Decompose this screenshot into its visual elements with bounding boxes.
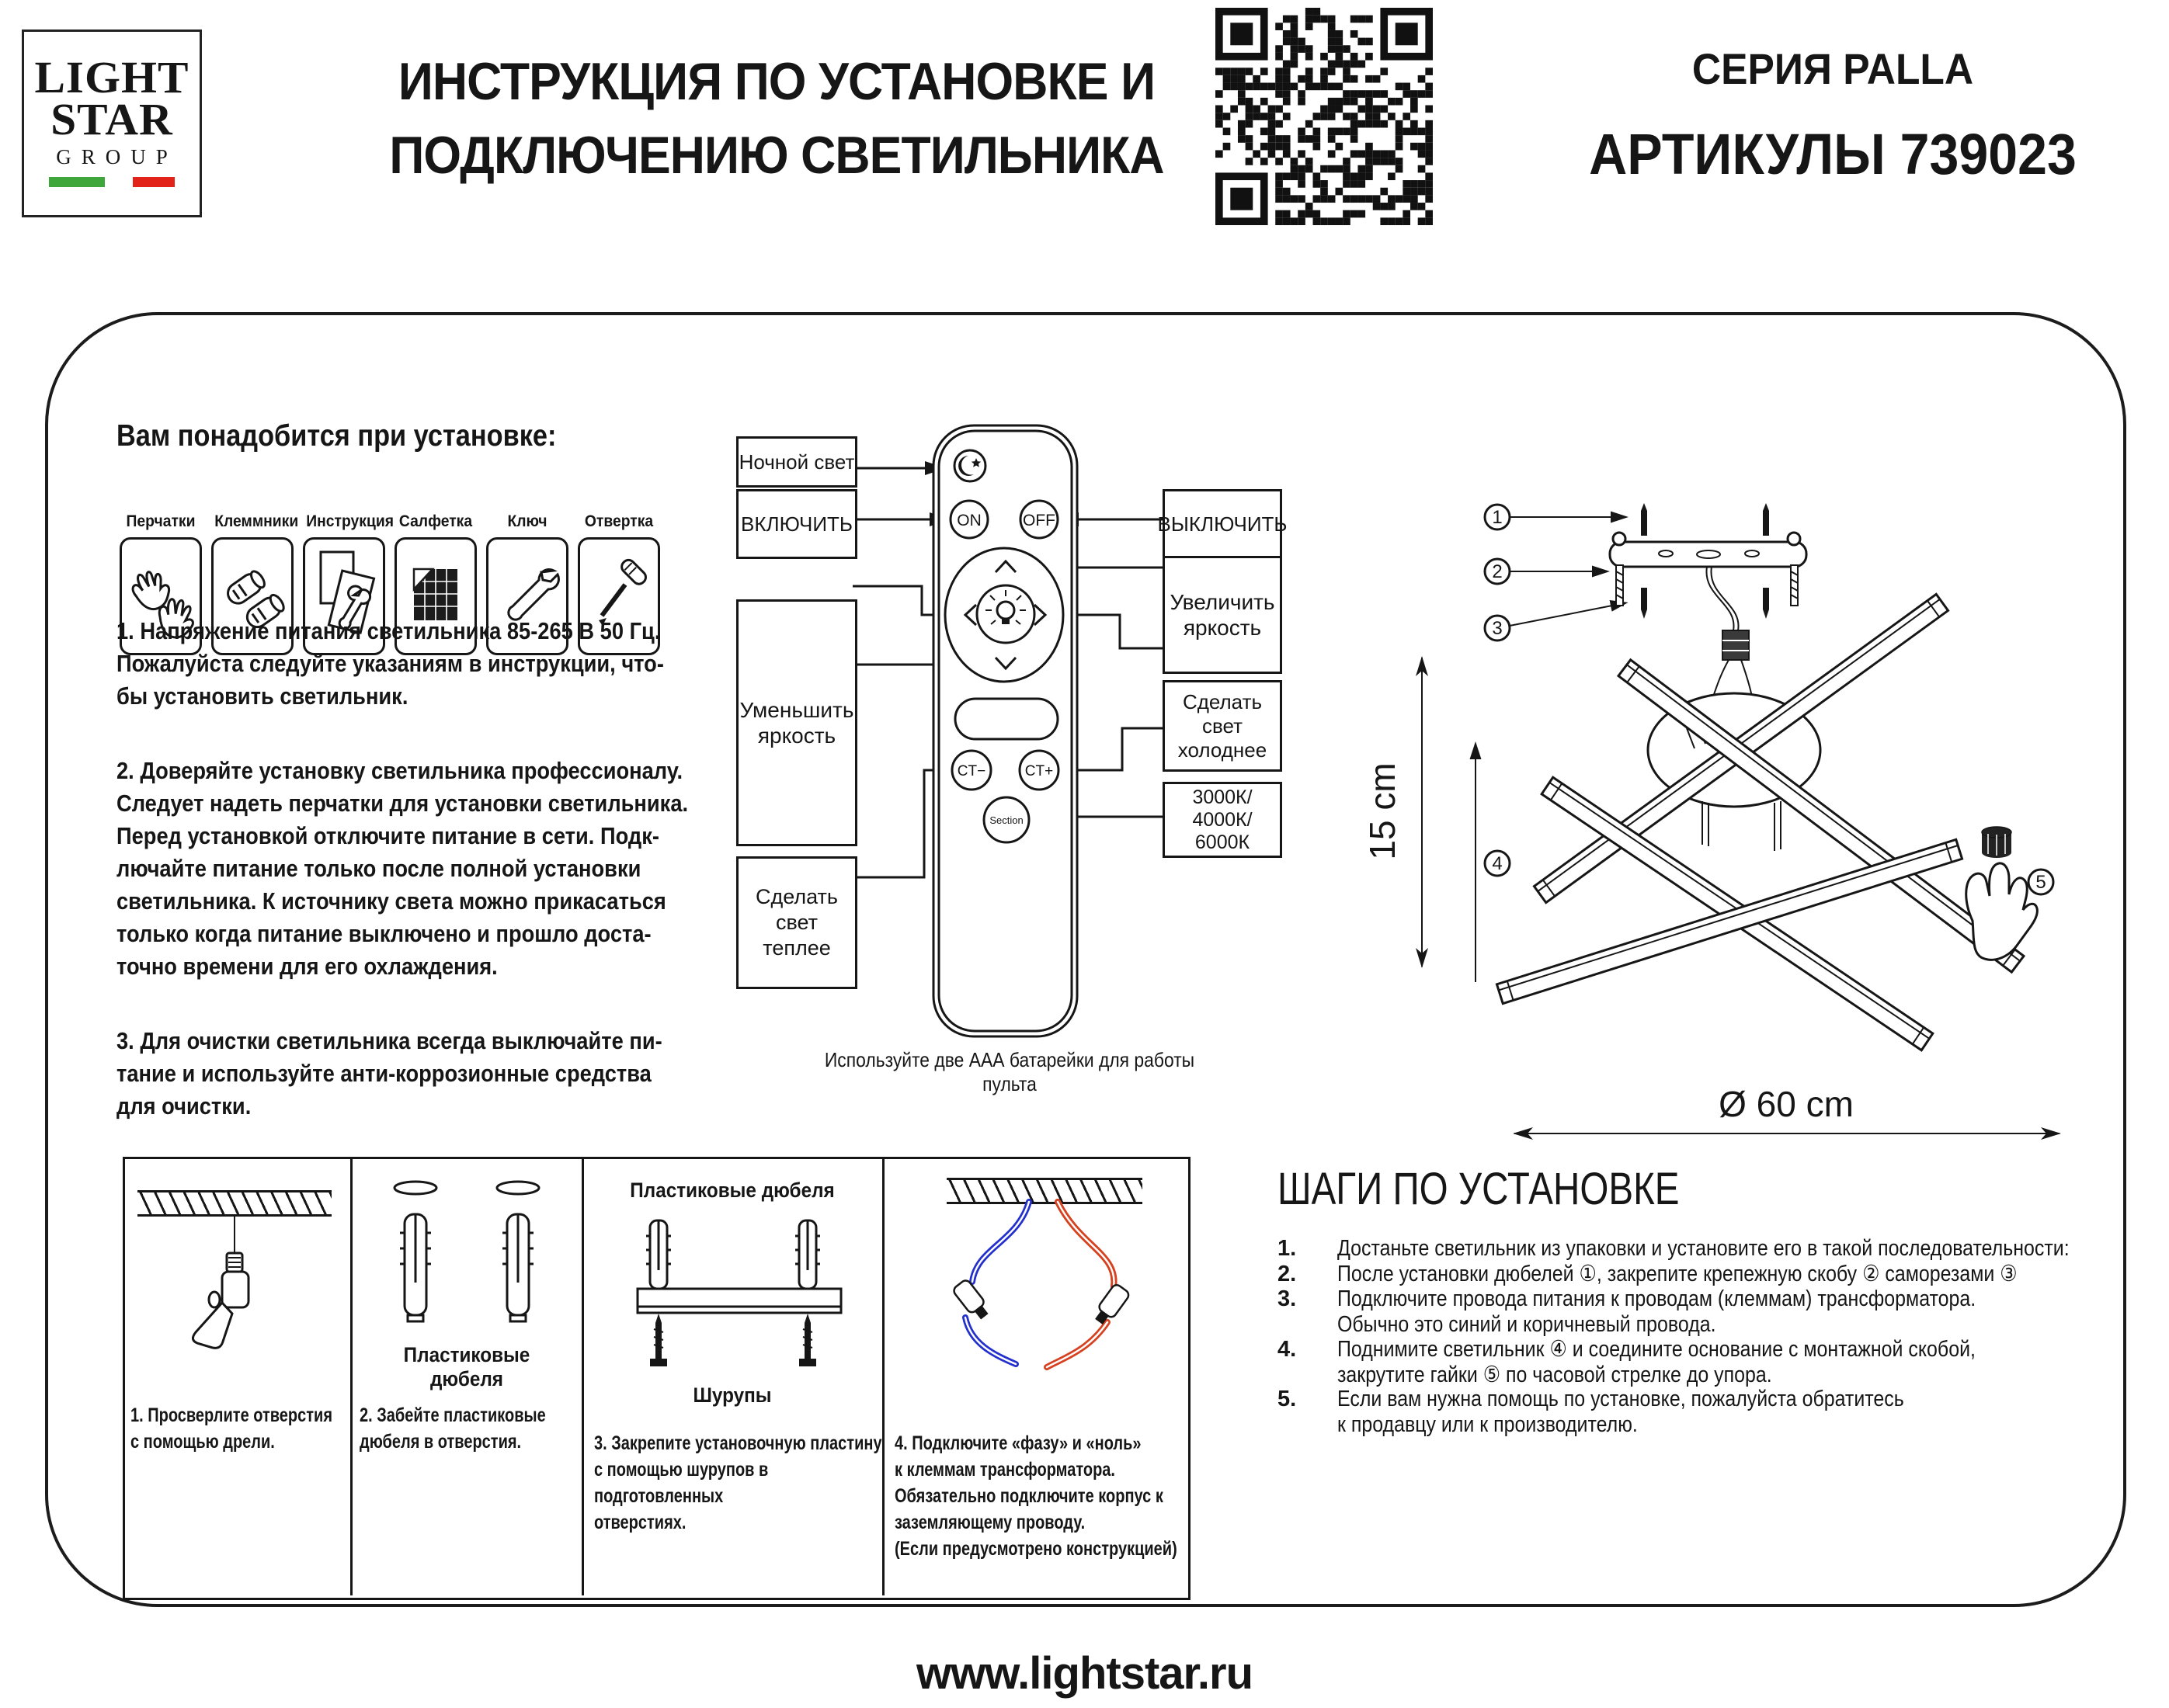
- callout-dim-line: яркость: [757, 724, 836, 748]
- tool-label: Салфетка: [398, 512, 473, 530]
- step-line: Достаньте светильник из упаковки и установите его в такой последовательности:: [1337, 1236, 2070, 1261]
- caption-line: заземляющему проводу.: [895, 1512, 1086, 1533]
- screw-up: [650, 1314, 667, 1366]
- panel-divider: [350, 1157, 353, 1595]
- step-line: После установки дюбелей ①, закрепите крепежную скобу ② саморезами ③: [1337, 1262, 2018, 1286]
- caption-line: Обязательно подключите корпус к: [895, 1485, 1163, 1507]
- callout-bright-line: яркость: [1183, 616, 1262, 640]
- ceiling-hatch: [137, 1190, 332, 1217]
- caption-line: к клеммам трансформатора.: [895, 1459, 1115, 1481]
- panel-2-label: Пластиковые дюбеля: [403, 1343, 530, 1390]
- callout-dim-line: Уменьшить: [739, 698, 854, 722]
- step-num: 2.: [1277, 1262, 1297, 1286]
- battery-caption: Используйте две ААА батарейки для работы пульта: [824, 1048, 1195, 1095]
- hand-outline: [1966, 863, 2038, 960]
- callout-off-label: ВЫКЛЮЧИТЬ: [1157, 512, 1288, 536]
- panel-4-caption: [895, 1430, 1187, 1562]
- tool-label: Инструкция: [306, 512, 394, 530]
- callout-cooler: [1163, 680, 1282, 772]
- step-text: [1337, 1337, 1976, 1388]
- height-label: 15 cm: [1362, 762, 1403, 860]
- wires-icon: [893, 1199, 1180, 1394]
- dowel-pins: [1641, 503, 1769, 536]
- callout-2: 2: [1492, 561, 1503, 582]
- panel-3-label-top: Пластиковые дюбеля: [630, 1179, 835, 1202]
- off-button: [1020, 501, 1058, 538]
- dowel: [502, 1214, 534, 1321]
- callout-night-label: Ночной свет: [739, 450, 855, 474]
- ct-minus-label: CT−: [957, 763, 986, 779]
- caption-line: дюбеля в отверстия.: [360, 1431, 522, 1453]
- ct-minus-button: [952, 751, 991, 790]
- dowel: [400, 1214, 431, 1321]
- callout-kelvin-line: 4000К/: [1192, 808, 1253, 831]
- step-num: 4.: [1277, 1337, 1297, 1362]
- tools-heading: Вам понадобится при установке:: [116, 419, 557, 453]
- fixture-diagram: [1351, 419, 2143, 1149]
- blank-button: [955, 699, 1058, 739]
- screw-up: [799, 1314, 816, 1366]
- wire-lug: [952, 1279, 992, 1323]
- dowel-small: [795, 1220, 820, 1289]
- callout-warm-line: свет: [775, 911, 819, 934]
- callout-cool-line: Сделать: [1182, 689, 1263, 713]
- night-light-button: [954, 450, 985, 481]
- step-text: [1337, 1236, 2070, 1262]
- off-button-label: OFF: [1023, 512, 1055, 529]
- panel-2-caption: [360, 1402, 571, 1455]
- section-label: Section: [989, 814, 1024, 826]
- ct-plus-label: CT+: [1024, 763, 1054, 779]
- tool-label: Ключ: [507, 512, 547, 530]
- website-url: www.lightstar.ru: [916, 1648, 1253, 1699]
- qr-code-icon: [1215, 8, 1433, 225]
- mounting-bracket: [1610, 503, 1806, 619]
- on-button: [951, 501, 988, 538]
- callout-kelvin-line: 6000К: [1194, 831, 1250, 853]
- note-3: 3. Для очистки светильника всегда выключайте пи-тание и используйте анти-коррозионные средства для очистки.: [116, 1027, 662, 1120]
- dimension-height: [1362, 658, 1422, 967]
- lightstar-logo: [22, 30, 202, 217]
- step-text: [1337, 1286, 1976, 1338]
- callout-3: 3: [1492, 618, 1503, 639]
- callout-warm-line: теплее: [763, 936, 831, 960]
- caption-line: (Если предусмотрено конструкцией): [895, 1538, 1177, 1560]
- step-num: 3.: [1277, 1286, 1297, 1311]
- step-num: 5.: [1277, 1387, 1297, 1411]
- dimension-diameter: [1514, 1084, 2060, 1133]
- article-label: АРТИКУЛЫ 739023: [1589, 122, 2077, 186]
- fixture-callout-lines: [1476, 517, 1612, 982]
- callout-cool-line: свет: [1201, 713, 1243, 738]
- plate-mounting-icon: [590, 1208, 878, 1383]
- callout-warm-line: Сделать: [756, 885, 838, 908]
- section-button: [984, 797, 1029, 842]
- tool-label: Перчатки: [126, 512, 196, 530]
- page-title: [370, 45, 1184, 193]
- step-text: [1337, 1262, 2018, 1287]
- callout-bright-line: Увеличить: [1170, 590, 1275, 614]
- callout-brighten: [1163, 556, 1282, 674]
- logo-star: STAR: [50, 94, 173, 144]
- small-screws: [1641, 588, 1769, 619]
- series-label: СЕРИЯ PALLA: [1691, 44, 1974, 93]
- caption-line: 2. Забейте пластиковые: [360, 1404, 546, 1426]
- safety-notes: [116, 615, 694, 1165]
- callout-kelvin: [1163, 782, 1282, 858]
- caption-line: отверстиях.: [594, 1512, 687, 1533]
- panel-3-label-bottom: Шурупы: [693, 1383, 772, 1407]
- logo-light: LIGHT: [34, 52, 189, 102]
- callout-off: [1157, 489, 1288, 559]
- bar-2: [1618, 660, 2024, 972]
- caption-line: с помощью шурупов в подготовленных: [594, 1459, 769, 1507]
- step-line: Подключите провода питания к проводам (клеммам) трансформатора.: [1337, 1286, 1976, 1311]
- callout-night: [736, 436, 857, 488]
- callout-on-label: ВКЛЮЧИТЬ: [741, 512, 853, 536]
- tool-label: Отвертка: [584, 512, 654, 530]
- callout-dim: [736, 599, 857, 846]
- nut-icon: [1982, 827, 2011, 858]
- note-2: 2. Доверяйте установку светильника профессионалу. Следует надеть перчатки для установки светильника. Перед установкой отключите питание в сети. Подк-лючайте питание только после полной установки светильника. К источнику света можно прикасаться только когда питание выключено и прошло доста-точно времени для его охлаждения.: [116, 757, 689, 980]
- step-line: Поднимите светильник ④ и соедините основание с монтажной скобой,: [1337, 1337, 1976, 1362]
- light-bars: [1496, 594, 2024, 1050]
- caption-line: 3. Закрепите установочную пластину: [594, 1432, 882, 1454]
- note-1: 1. Напряжение питания светильника 85-265 В 50 Гц. Пожалуйста следуйте указаниям в инструкции, что-бы установить светильник.: [116, 617, 664, 710]
- callout-1: 1: [1492, 507, 1503, 528]
- callout-on: [736, 489, 857, 559]
- caption-line: 1. Просверлите отверстия: [130, 1404, 333, 1426]
- caption-line: с помощью дрели.: [130, 1431, 275, 1453]
- panel-divider: [582, 1157, 584, 1595]
- steps-heading: ШАГИ ПО УСТАНОВКЕ: [1277, 1164, 1680, 1214]
- diameter-label: Ø 60 cm: [1719, 1084, 1854, 1124]
- step-text: [1337, 1387, 1904, 1438]
- step-line: к продавцу или к производителю.: [1337, 1412, 1638, 1437]
- ct-plus-button: [1020, 751, 1058, 790]
- step-line: Если вам нужна помощь по установке, пожалуйста обратитесь: [1337, 1387, 1904, 1411]
- panel-3-caption: [594, 1430, 886, 1536]
- step-num: 1.: [1277, 1236, 1297, 1261]
- caption-line: 4. Подключите «фазу» и «ноль»: [895, 1432, 1142, 1454]
- dowel-small: [646, 1220, 671, 1289]
- callout-cool-line: холоднее: [1177, 738, 1267, 762]
- callout-warmer: [736, 856, 857, 989]
- on-button-label: ON: [957, 512, 982, 529]
- hand-with-nut: [1966, 827, 2038, 960]
- title-line-2: ПОДКЛЮЧЕНИЮ СВЕТИЛЬНИКА: [389, 126, 1164, 185]
- tool-label: Клеммники: [214, 512, 299, 530]
- dowels-icon: [353, 1174, 579, 1341]
- title-line-1: ИНСТРУКЦИЯ ПО УСТАНОВКЕ И: [398, 52, 1156, 111]
- nav-pad: [945, 548, 1063, 682]
- callout-4: 4: [1492, 853, 1503, 874]
- panel-1-caption: [130, 1402, 342, 1455]
- callout-5: 5: [2035, 872, 2046, 893]
- italy-flag-icon: [49, 177, 175, 187]
- callout-kelvin-line: 3000К/: [1192, 786, 1253, 808]
- drill-icon: [169, 1216, 278, 1379]
- step-line: закрутите гайки ⑤ по часовой стрелке до упора.: [1337, 1363, 1772, 1387]
- wire-lug: [1091, 1283, 1131, 1328]
- logo-group: GROUP: [56, 145, 178, 168]
- step-line: Обычно это синий и коричневый провода.: [1337, 1312, 1716, 1337]
